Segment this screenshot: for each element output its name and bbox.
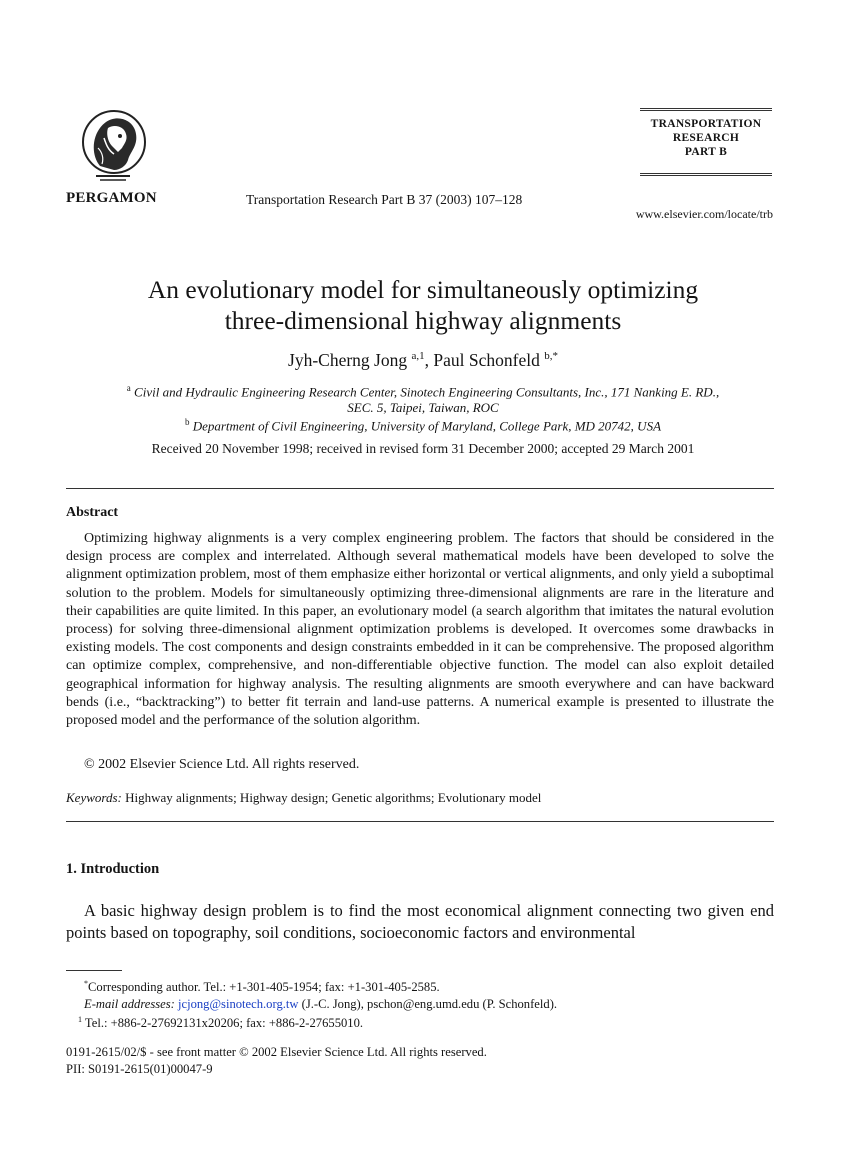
divider: [66, 488, 774, 489]
affiliation-b: [60, 414, 786, 434]
keywords: [66, 790, 541, 806]
intro-text: A basic highway design problem is to find the most economical alignment connecting two given end points based on topography, soil conditions, socioeconomic factors and environmental: [66, 901, 774, 942]
affil-text: SEC. 5, Taipei, Taiwan, ROC: [347, 400, 499, 416]
affil-label: b: [184, 417, 190, 427]
author-list: [0, 350, 846, 371]
footnote-text: Corresponding author. Tel.: +1-301-405-1954; fax: +1-301-405-2585.: [88, 980, 440, 995]
abstract-body: [66, 530, 774, 730]
journal-title-line: PART B: [684, 146, 728, 158]
pergamon-logo: [78, 108, 148, 186]
issn-line: 0191-2615/02/$ - see front matter © 2002 Elsevier Science Ltd. All rights reserved.: [66, 1045, 487, 1059]
abstract-text: Optimizing highway alignments is a very complex engineering problem. The factors that should be considered in the design process are complex and interrelated. Although several mathematical models have been developed to solve the alignment optimization problem, most of them emphasize either horizontal or vertical alignments, and only yield a suboptimal solution to the problem. Models for simultaneously optimizing three-dimensional alignments are rare in the literature and their capabilities are quite limited. In this paper, an evolutionary model (a search algorithm that imitates the natural evolution process) for solving three-dimensional alignment optimization problems is developed. It overcomes some drawbacks in existing models. The cost components and design constraints embedded in it can be comprehensive. The proposed algorithm can optimize complex, comprehensive, and non-differentiable objective function. The model can also exploit detailed geographical information for highway analysis. The resulting alignments are smooth everywhere and can have backward bends (i.e., “backtracking”) to better fit terrain and land-use patterns. A numerical example is presented to illustrate the proposed model and the performance of the solution algorithm.: [66, 531, 774, 729]
introduction-body: [66, 900, 774, 944]
footnote-mark: *: [84, 979, 88, 988]
divider: [66, 821, 774, 822]
email-label: E-mail addresses:: [84, 996, 175, 1011]
footnote-email: [66, 996, 557, 1013]
publisher-name: PERGAMON: [66, 190, 157, 206]
footnote-rule: [66, 970, 122, 971]
received-dates: Received 20 November 1998; received in revised form 31 December 2000; accepted 29 March 2001: [151, 441, 695, 456]
footnote-corresponding: [66, 976, 557, 996]
keywords-label: Keywords:: [66, 790, 122, 805]
section-heading: 1. Introduction: [66, 861, 160, 877]
footnote-text: Tel.: +886-2-27692131x20206; fax: +886-2-27655010.: [84, 1016, 364, 1031]
author-name: Paul Schonfeld: [433, 350, 540, 370]
article-title: [0, 274, 846, 336]
copyright: © 2002 Elsevier Science Ltd. All rights reserved.: [84, 757, 360, 772]
footnotes: [66, 976, 557, 1032]
affiliation-a: [60, 380, 786, 416]
journal-url[interactable]: www.elsevier.com/locate/trb: [635, 207, 773, 221]
double-rule-bottom: [640, 173, 772, 176]
abstract-heading: Abstract: [66, 505, 119, 520]
pii-line: PII: S0191-2615(01)00047-9: [66, 1061, 213, 1076]
author-name: Jyh-Cherng Jong: [288, 350, 408, 370]
footnote-mark: 1: [78, 1015, 82, 1025]
author-separator: ,: [424, 350, 434, 370]
author-affil-mark: b,*: [544, 350, 558, 363]
affil-text: Civil and Hydraulic Engineering Research Center, Sinotech Engineering Consultants, Inc., 171 Nanking E. RD.,: [134, 384, 720, 400]
affil-text: Department of Civil Engineering, University of Maryland, College Park, MD 20742, USA: [192, 418, 662, 434]
double-rule-top: [640, 108, 772, 111]
title-line-2: three-dimensional highway alignments: [224, 306, 622, 335]
journal-title-block: [640, 108, 772, 176]
issn-block: [66, 1044, 487, 1077]
footnote-1: [66, 1012, 557, 1032]
title-line-1: An evolutionary model for simultaneously optimizing: [147, 275, 699, 304]
journal-citation: Transportation Research Part B 37 (2003) 107–128: [246, 192, 523, 207]
affil-label: a: [126, 383, 131, 393]
author-affil-mark: a,1: [411, 350, 425, 363]
footnote-text: (J.-C. Jong), pschon@eng.umd.edu (P. Schonfeld).: [298, 996, 558, 1011]
journal-title-line: RESEARCH: [672, 132, 740, 144]
journal-title-line: TRANSPORTATION: [650, 118, 762, 130]
email-link[interactable]: jcjong@sinotech.org.tw: [177, 996, 299, 1011]
keywords-list: Highway alignments; Highway design; Genetic algorithms; Evolutionary model: [125, 790, 542, 805]
